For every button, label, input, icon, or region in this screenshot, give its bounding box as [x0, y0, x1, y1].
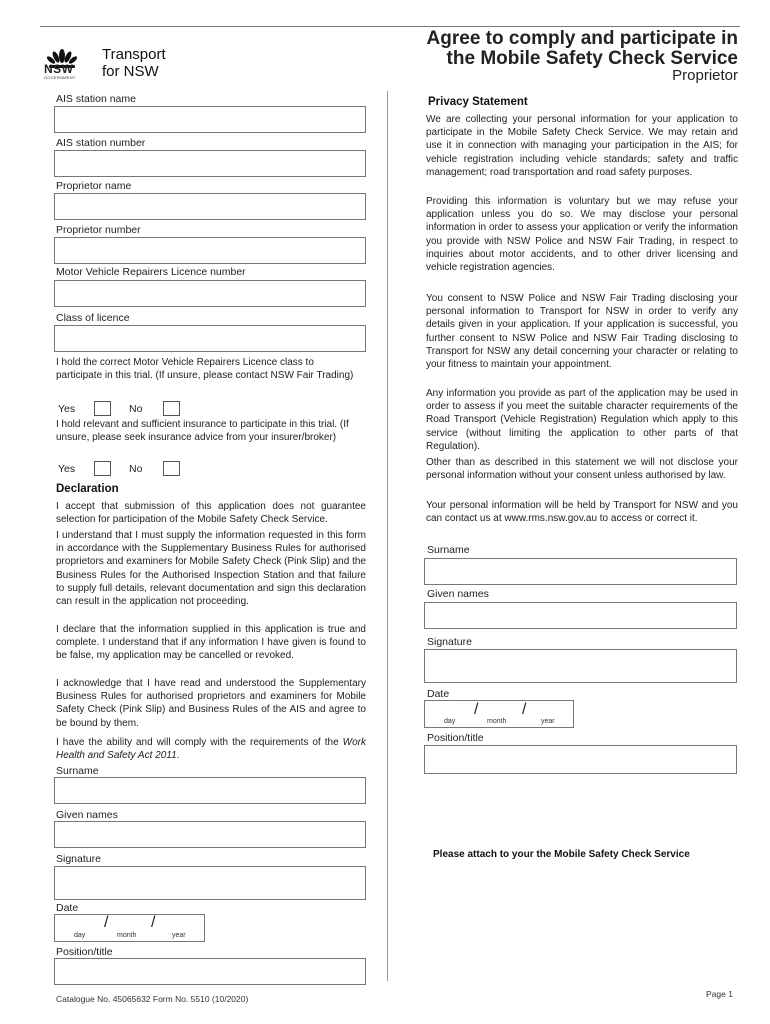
logo-government-text: GOVERNMENT	[44, 75, 76, 80]
top-rule	[40, 26, 740, 27]
right-date-year-label: year	[541, 718, 555, 725]
privacy-paragraph-6: Your personal information will be held by Transport for NSW and you can contact us at www.rms.nsw.gov.au to access or correct it.	[426, 500, 738, 525]
insurance-yes-checkbox[interactable]	[94, 461, 111, 476]
right-surname-field[interactable]	[424, 558, 737, 585]
insurance-no-checkbox[interactable]	[163, 461, 180, 476]
left-given-names-label: Given names	[56, 809, 118, 821]
privacy-paragraph-5: Other than as described in this statement we will not disclose your personal information without your consent unless authorised by law.	[426, 457, 738, 482]
right-date-slash-1: /	[474, 701, 479, 718]
ais-station-number-field[interactable]	[54, 150, 366, 177]
page-number: Page 1	[706, 989, 733, 999]
privacy-paragraph-1: We are collecting your personal information for your application to participate in the Mobile Safety Check Service. We may retain and use it in connection with managing your participation in the AIS; for vehicle registration including vehicle standards; safety and traffic management; road transportation and road safety purposes.	[426, 114, 738, 178]
licence-no-label: No	[129, 403, 143, 415]
proprietor-name-label: Proprietor name	[56, 180, 132, 192]
right-position-title-label: Position/title	[427, 732, 484, 744]
declaration-paragraph-2: I understand that I must supply the information requested in this form in accordance with the Supplementary Business Rules for authorised proprietors and examiners for Mobile Safety Check (Pink Slip) and the Business Rules for the Authorised Inspection Station and that failure to supply full details, relevant documentation and sign this declaration can result in the application not proceeding.	[56, 530, 366, 608]
right-date-label: Date	[427, 688, 450, 700]
ais-station-number-label: AIS station number	[56, 137, 146, 149]
catalogue-footer: Catalogue No. 45065632 Form No. 5510 (10/2020)	[56, 994, 249, 1004]
declaration-paragraph-3: I declare that the information supplied in this application is true and complete. I understand that if any information I have given is found to be false, my application may be cancelled or revoked.	[56, 624, 366, 662]
left-signature-label: Signature	[56, 853, 101, 865]
right-given-names-field[interactable]	[424, 602, 737, 629]
attach-note: Please attach to your the Mobile Safety Check Service	[433, 849, 690, 860]
proprietor-number-label: Proprietor number	[56, 224, 141, 236]
left-date-year-label: year	[172, 932, 186, 939]
decl-p5-start: I have the ability and will comply with the requirements of the	[56, 737, 339, 748]
ais-station-name-field[interactable]	[54, 106, 366, 133]
privacy-paragraph-3: You consent to NSW Police and NSW Fair Trading disclosing your personal information to Transport for NSW in order to verify any details given in your application. If your application is successful, you further consent to NSW Police and NSW Fair Trading disclosing to Transport for NSW any detail concerning your character or relating to your fitness to maintain your appointment.	[426, 293, 738, 371]
left-date-day-label: day	[74, 932, 86, 939]
page-title-line2: the Mobile Safety Check Service	[446, 48, 738, 69]
declaration-paragraph-5	[56, 736, 366, 762]
proprietor-name-field[interactable]	[54, 193, 366, 220]
right-date-slash-2: /	[522, 701, 527, 718]
right-surname-label: Surname	[427, 544, 470, 556]
privacy-paragraph-4: Any information you provide as part of the application may be used in order to assess if you meet the suitable character requirements of the Road Transport (Vehicle Registration) Regulation which apply to this service (without limiting the application to other parts of that Regulation).	[426, 388, 738, 452]
right-given-names-label: Given names	[427, 588, 489, 600]
left-surname-label: Surname	[56, 765, 99, 777]
privacy-heading: Privacy Statement	[428, 96, 528, 108]
class-of-licence-field[interactable]	[54, 325, 366, 352]
left-date-month-label: month	[117, 932, 137, 939]
insurance-no-label: No	[129, 463, 143, 475]
right-signature-label: Signature	[427, 636, 472, 648]
decl-p5-end: .	[176, 750, 180, 762]
proprietor-number-field[interactable]	[54, 237, 366, 264]
licence-number-label: Motor Vehicle Repairers Licence number	[56, 266, 246, 278]
logo-transport-text: Transport	[102, 46, 166, 63]
page-subtitle: Proprietor	[672, 67, 738, 84]
licence-number-field[interactable]	[54, 280, 366, 307]
left-date-label: Date	[56, 902, 79, 914]
column-divider	[387, 91, 388, 981]
declaration-paragraph-1: I accept that submission of this application does not guarantee selection for participation of the Mobile Safety Check Service.	[56, 501, 366, 526]
licence-no-checkbox[interactable]	[163, 401, 180, 416]
left-surname-field[interactable]	[54, 777, 366, 804]
logo-nsw-text: NSW	[44, 62, 74, 76]
insurance-yes-label: Yes	[58, 463, 76, 475]
right-position-title-field[interactable]	[424, 745, 737, 774]
class-of-licence-label: Class of licence	[56, 312, 130, 324]
page-title-line1: Agree to comply and participate in	[426, 28, 738, 49]
left-date-slash-2: /	[151, 914, 156, 931]
licence-yes-label: Yes	[58, 403, 76, 415]
right-date-day-label: day	[444, 718, 456, 725]
declaration-heading: Declaration	[56, 483, 119, 495]
licence-yes-checkbox[interactable]	[94, 401, 111, 416]
left-given-names-field[interactable]	[54, 821, 366, 848]
privacy-paragraph-2: Providing this information is voluntary but we may refuse your application unless you do so. We may disclose your personal information in order to assess your application or verify the information you provide with NSW Police and NSW Fair Trading, in respect to inquiries about motor accidents, and to other driver licensing and vehicle registration agencies.	[426, 196, 738, 274]
insurance-question: I hold relevant and sufficient insurance to participate in this trial. (If unsure, please seek insurance advice from your insurer/broker)	[56, 419, 349, 444]
declaration-paragraph-4: I acknowledge that I have read and understood the Supplementary Business Rules for authorised proprietors and examiners for Mobile Safety Check (Pink Slip) and Business Rules of the AIS and agree to be bound by them.	[56, 678, 366, 729]
decl-p5-act-name: Work Health and Safety Act 2011	[56, 737, 366, 762]
ais-station-name-label: AIS station name	[56, 93, 136, 105]
left-signature-field[interactable]	[54, 866, 366, 900]
right-signature-field[interactable]	[424, 649, 737, 683]
transport-nsw-logo	[44, 38, 184, 84]
left-position-title-label: Position/title	[56, 946, 113, 958]
licence-class-question: I hold the correct Motor Vehicle Repairers Licence class to participate in this trial. (If unsure, please contact NSW Fair Trading)	[56, 357, 354, 382]
right-date-month-label: month	[487, 718, 507, 725]
logo-for-nsw-text: for NSW	[102, 63, 159, 80]
left-date-slash-1: /	[104, 914, 109, 931]
left-position-title-field[interactable]	[54, 958, 366, 985]
